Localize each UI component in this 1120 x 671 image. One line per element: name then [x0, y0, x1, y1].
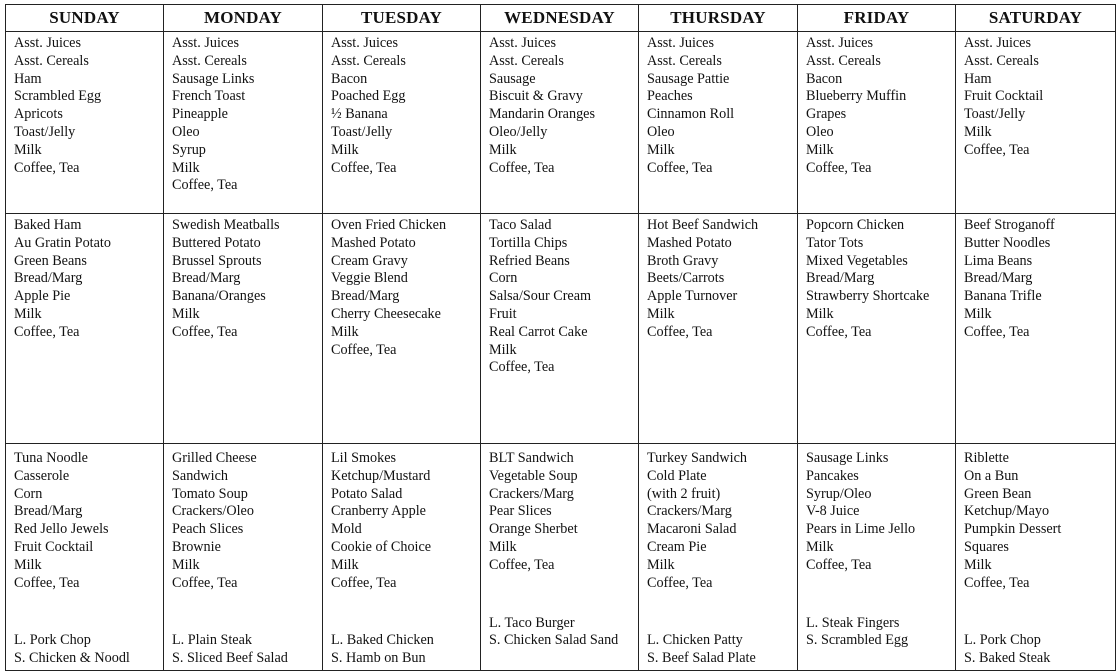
- menu-item: Coffee, Tea: [647, 323, 713, 340]
- menu-item: Asst. Cereals: [331, 52, 406, 69]
- menu-item: V-8 Juice: [806, 503, 860, 520]
- menu-item: Blueberry Muffin: [806, 88, 907, 105]
- menu-item: Oleo: [172, 123, 200, 140]
- menu-item: Apricots: [14, 106, 63, 123]
- day-header-wednesday: WEDNESDAY: [481, 5, 639, 32]
- menu-item: Milk: [172, 305, 200, 322]
- menu-item: Coffee, Tea: [331, 159, 397, 176]
- menu-item: BLT Sandwich: [489, 450, 574, 466]
- day-header-row: [6, 5, 1116, 32]
- breakfast-cell-tuesday: [323, 32, 481, 214]
- menu-item: Fruit Cocktail: [14, 538, 94, 555]
- lunch-cell-wednesday: [481, 214, 639, 444]
- menu-item: Sausage Links: [806, 450, 889, 466]
- menu-item: Coffee, Tea: [331, 574, 397, 591]
- menu-item: Milk: [14, 305, 42, 322]
- menu-item: Apple Pie: [14, 288, 71, 305]
- menu-item: Cream Pie: [647, 538, 707, 555]
- menu-item: Coffee, Tea: [647, 574, 713, 591]
- alternate-options: [331, 632, 478, 668]
- menu-item: Crackers/Oleo: [172, 503, 254, 520]
- menu-item: Sausage Pattie: [647, 70, 730, 87]
- menu-item: Pears in Lime Jello: [806, 521, 916, 538]
- menu-item: Coffee, Tea: [489, 159, 555, 176]
- menu-item: Red Jello Jewels: [14, 521, 109, 538]
- breakfast-cell-saturday: [956, 32, 1116, 214]
- day-header-thursday: THURSDAY: [639, 5, 798, 32]
- menu-item: Buttered Potato: [172, 234, 261, 251]
- dinner-cell-thursday: [639, 444, 798, 671]
- alternate-item: S. Scrambled Egg: [806, 632, 909, 649]
- alternate-options: [647, 632, 795, 668]
- menu-item: Pumpkin Dessert: [964, 521, 1062, 538]
- day-header-friday: FRIDAY: [798, 5, 956, 32]
- menu-item: Ham: [964, 70, 992, 87]
- alternate-options: [806, 615, 953, 651]
- menu-item: Mold: [331, 521, 362, 538]
- menu-item: Beets/Carrots: [647, 270, 725, 287]
- menu-item: Asst. Cereals: [172, 52, 247, 69]
- menu-item: Milk: [14, 141, 42, 158]
- menu-item: Macaroni Salad: [647, 521, 737, 538]
- menu-item: Crackers/Marg: [489, 485, 574, 502]
- menu-item: Swedish Meatballs: [172, 217, 280, 233]
- menu-item: Coffee, Tea: [489, 359, 555, 376]
- menu-item: Asst. Juices: [489, 35, 556, 51]
- menu-item: Ketchup/Mayo: [964, 503, 1050, 520]
- menu-item: Milk: [489, 341, 517, 358]
- menu-item: Cold Plate: [647, 467, 707, 484]
- menu-item: Popcorn Chicken: [806, 217, 905, 233]
- menu-item: Refried Beans: [489, 252, 570, 269]
- menu-item: Lil Smokes: [331, 450, 397, 466]
- menu-item: Veggie Blend: [331, 270, 408, 287]
- menu-item: (with 2 fruit): [647, 485, 721, 502]
- menu-item: Lima Beans: [964, 252, 1033, 269]
- menu-item: Oleo: [806, 123, 834, 140]
- menu-item: Asst. Juices: [964, 35, 1031, 51]
- menu-item: Sausage Links: [172, 70, 255, 87]
- menu-item: Corn: [489, 270, 518, 287]
- lunch-cell-saturday: [956, 214, 1116, 444]
- menu-item: Milk: [647, 305, 675, 322]
- menu-item: Bread/Marg: [806, 270, 875, 287]
- menu-item: Coffee, Tea: [806, 159, 872, 176]
- menu-item: Corn: [14, 485, 43, 502]
- menu-item: Beef Stroganoff: [964, 217, 1055, 233]
- menu-item: Green Bean: [964, 485, 1032, 502]
- alternate-options: [14, 632, 161, 668]
- alternate-item: S. Chicken Salad Sand: [489, 632, 619, 649]
- breakfast-cell-monday: [164, 32, 323, 214]
- menu-item: Milk: [489, 538, 517, 555]
- alternate-options: [172, 632, 320, 668]
- menu-item: Toast/Jelly: [331, 123, 393, 140]
- menu-item: Orange Sherbet: [489, 521, 578, 538]
- menu-item: On a Bun: [964, 467, 1019, 484]
- menu-item: Milk: [489, 141, 517, 158]
- menu-item: Coffee, Tea: [14, 574, 80, 591]
- menu-item: Milk: [172, 159, 200, 176]
- menu-item: Green Beans: [14, 252, 87, 269]
- menu-item: Grapes: [806, 106, 847, 123]
- day-header-monday: MONDAY: [164, 5, 323, 32]
- breakfast-row: [6, 32, 1116, 214]
- alternate-item: S. Beef Salad Plate: [647, 650, 756, 667]
- day-header-sunday: SUNDAY: [6, 5, 164, 32]
- menu-item: Fruit: [489, 305, 517, 322]
- menu-item: Milk: [172, 556, 200, 573]
- menu-item: Coffee, Tea: [964, 323, 1030, 340]
- menu-item: Cookie of Choice: [331, 538, 432, 555]
- menu-item: Tuna Noodle: [14, 450, 88, 466]
- menu-item: Asst. Cereals: [964, 52, 1039, 69]
- menu-item: Milk: [806, 141, 834, 158]
- menu-item: Coffee, Tea: [14, 159, 80, 176]
- alternate-item: L. Chicken Patty: [647, 632, 743, 649]
- menu-item: Bacon: [806, 70, 843, 87]
- menu-item: Baked Ham: [14, 217, 82, 233]
- menu-item: Milk: [331, 141, 359, 158]
- menu-item: ½ Banana: [331, 106, 388, 123]
- menu-item: Vegetable Soup: [489, 467, 578, 484]
- menu-item: Mashed Potato: [331, 234, 416, 251]
- alternate-item: S. Hamb on Bun: [331, 650, 426, 667]
- menu-item: Bread/Marg: [331, 288, 400, 305]
- menu-item: Butter Noodles: [964, 234, 1051, 251]
- menu-item: Milk: [806, 538, 834, 555]
- menu-body: [6, 32, 1116, 671]
- menu-item: Turkey Sandwich: [647, 450, 747, 466]
- menu-item: Broth Gravy: [647, 252, 719, 269]
- menu-item: Milk: [331, 323, 359, 340]
- lunch-cell-thursday: [639, 214, 798, 444]
- menu-item: Squares: [964, 538, 1009, 555]
- dinner-cell-saturday: [956, 444, 1116, 671]
- breakfast-cell-thursday: [639, 32, 798, 214]
- lunch-row: [6, 214, 1116, 444]
- menu-item: Bread/Marg: [964, 270, 1033, 287]
- alternate-item: S. Chicken & Noodl: [14, 650, 130, 667]
- menu-item: Syrup/Oleo: [806, 485, 872, 502]
- menu-item: Cream Gravy: [331, 252, 408, 269]
- menu-item: Milk: [14, 556, 42, 573]
- menu-item: Poached Egg: [331, 88, 406, 105]
- menu-item: Sausage: [489, 70, 536, 87]
- menu-item: Mandarin Oranges: [489, 106, 595, 123]
- breakfast-cell-sunday: [6, 32, 164, 214]
- menu-item: Coffee, Tea: [331, 341, 397, 358]
- breakfast-cell-wednesday: [481, 32, 639, 214]
- menu-item: Syrup: [172, 141, 206, 158]
- alternate-item: L. Plain Steak: [172, 632, 252, 649]
- alternate-item: L. Taco Burger: [489, 614, 575, 631]
- menu-item: Peaches: [647, 88, 693, 105]
- menu-item: Milk: [647, 141, 675, 158]
- menu-item: Banana/Oranges: [172, 288, 266, 305]
- dinner-cell-tuesday: [323, 444, 481, 671]
- menu-item: Asst. Juices: [806, 35, 873, 51]
- menu-item: Mashed Potato: [647, 234, 732, 251]
- menu-item: Bread/Marg: [14, 270, 83, 287]
- menu-item: Potato Salad: [331, 485, 403, 502]
- breakfast-cell-friday: [798, 32, 956, 214]
- menu-item: Banana Trifle: [964, 288, 1042, 305]
- menu-item: Tomato Soup: [172, 485, 248, 502]
- menu-item: Asst. Cereals: [14, 52, 89, 69]
- menu-item: Oleo: [647, 123, 675, 140]
- menu-item: Bread/Marg: [172, 270, 241, 287]
- menu-item: Coffee, Tea: [489, 556, 555, 573]
- menu-item: Asst. Cereals: [489, 52, 564, 69]
- menu-item: Coffee, Tea: [806, 323, 872, 340]
- menu-item: Coffee, Tea: [172, 177, 238, 194]
- menu-item: Hot Beef Sandwich: [647, 217, 759, 233]
- menu-item: Milk: [647, 556, 675, 573]
- dinner-cell-wednesday: [481, 444, 639, 671]
- weekly-menu-table: [5, 4, 1116, 671]
- menu-item: Asst. Cereals: [806, 52, 881, 69]
- menu-item: Cranberry Apple: [331, 503, 426, 520]
- lunch-cell-friday: [798, 214, 956, 444]
- menu-item: Biscuit & Gravy: [489, 88, 583, 105]
- dinner-row: [6, 444, 1116, 671]
- menu-item: Coffee, Tea: [647, 159, 713, 176]
- menu-item: Cherry Cheesecake: [331, 305, 441, 322]
- menu-item: Milk: [806, 305, 834, 322]
- menu-item: Coffee, Tea: [172, 323, 238, 340]
- alternate-options: [964, 632, 1113, 668]
- lunch-cell-monday: [164, 214, 323, 444]
- menu-item: Cinnamon Roll: [647, 106, 735, 123]
- day-header-saturday: SATURDAY: [956, 5, 1116, 32]
- menu-item: Coffee, Tea: [964, 574, 1030, 591]
- menu-item: Grilled Cheese: [172, 450, 257, 466]
- alternate-item: L. Pork Chop: [964, 632, 1041, 649]
- dinner-cell-friday: [798, 444, 956, 671]
- alternate-item: S. Sliced Beef Salad: [172, 650, 288, 667]
- alternate-item: S. Baked Steak: [964, 650, 1051, 667]
- alternate-item: L. Pork Chop: [14, 632, 91, 649]
- menu-item: Oleo/Jelly: [489, 123, 548, 140]
- menu-item: Brownie: [172, 538, 221, 555]
- menu-item: Asst. Juices: [331, 35, 398, 51]
- menu-item: Asst. Juices: [647, 35, 714, 51]
- menu-item: Toast/Jelly: [964, 106, 1026, 123]
- menu-item: French Toast: [172, 88, 246, 105]
- menu-item: Pancakes: [806, 467, 859, 484]
- dinner-cell-sunday: [6, 444, 164, 671]
- alternate-options: [489, 615, 636, 651]
- menu-item: Milk: [964, 123, 992, 140]
- menu-item: Ketchup/Mustard: [331, 467, 431, 484]
- menu-item: Coffee, Tea: [964, 141, 1030, 158]
- menu-item: Milk: [964, 305, 992, 322]
- menu-item: Coffee, Tea: [806, 556, 872, 573]
- menu-item: Real Carrot Cake: [489, 323, 588, 340]
- lunch-cell-sunday: [6, 214, 164, 444]
- menu-item: Mixed Vegetables: [806, 252, 908, 269]
- menu-item: Casserole: [14, 467, 70, 484]
- alternate-item: L. Steak Fingers: [806, 614, 900, 631]
- menu-item: Sandwich: [172, 467, 228, 484]
- menu-item: Peach Slices: [172, 521, 244, 538]
- menu-item: Crackers/Marg: [647, 503, 732, 520]
- menu-item: Asst. Cereals: [647, 52, 722, 69]
- menu-item: Milk: [331, 556, 359, 573]
- menu-item: Oven Fried Chicken: [331, 217, 447, 233]
- menu-item: Coffee, Tea: [14, 323, 80, 340]
- menu-item: Taco Salad: [489, 217, 552, 233]
- lunch-cell-tuesday: [323, 214, 481, 444]
- menu-item: Tator Tots: [806, 234, 864, 251]
- menu-item: Bread/Marg: [14, 503, 83, 520]
- menu-item: Toast/Jelly: [14, 123, 76, 140]
- menu-item: Coffee, Tea: [172, 574, 238, 591]
- alternate-item: L. Baked Chicken: [331, 632, 434, 649]
- dinner-cell-monday: [164, 444, 323, 671]
- menu-item: Ham: [14, 70, 42, 87]
- day-header-tuesday: TUESDAY: [323, 5, 481, 32]
- menu-item: Pineapple: [172, 106, 228, 123]
- menu-item: Apple Turnover: [647, 288, 738, 305]
- menu-item: Au Gratin Potato: [14, 234, 111, 251]
- menu-item: Pear Slices: [489, 503, 552, 520]
- menu-item: Salsa/Sour Cream: [489, 288, 592, 305]
- menu-item: Scrambled Egg: [14, 88, 102, 105]
- menu-item: Brussel Sprouts: [172, 252, 262, 269]
- menu-item: Milk: [964, 556, 992, 573]
- menu-item: Bacon: [331, 70, 368, 87]
- menu-item: Asst. Juices: [172, 35, 239, 51]
- menu-item: Tortilla Chips: [489, 234, 568, 251]
- menu-item: Asst. Juices: [14, 35, 81, 51]
- menu-item: Fruit Cocktail: [964, 88, 1044, 105]
- menu-item: Riblette: [964, 450, 1009, 466]
- menu-item: Strawberry Shortcake: [806, 288, 930, 305]
